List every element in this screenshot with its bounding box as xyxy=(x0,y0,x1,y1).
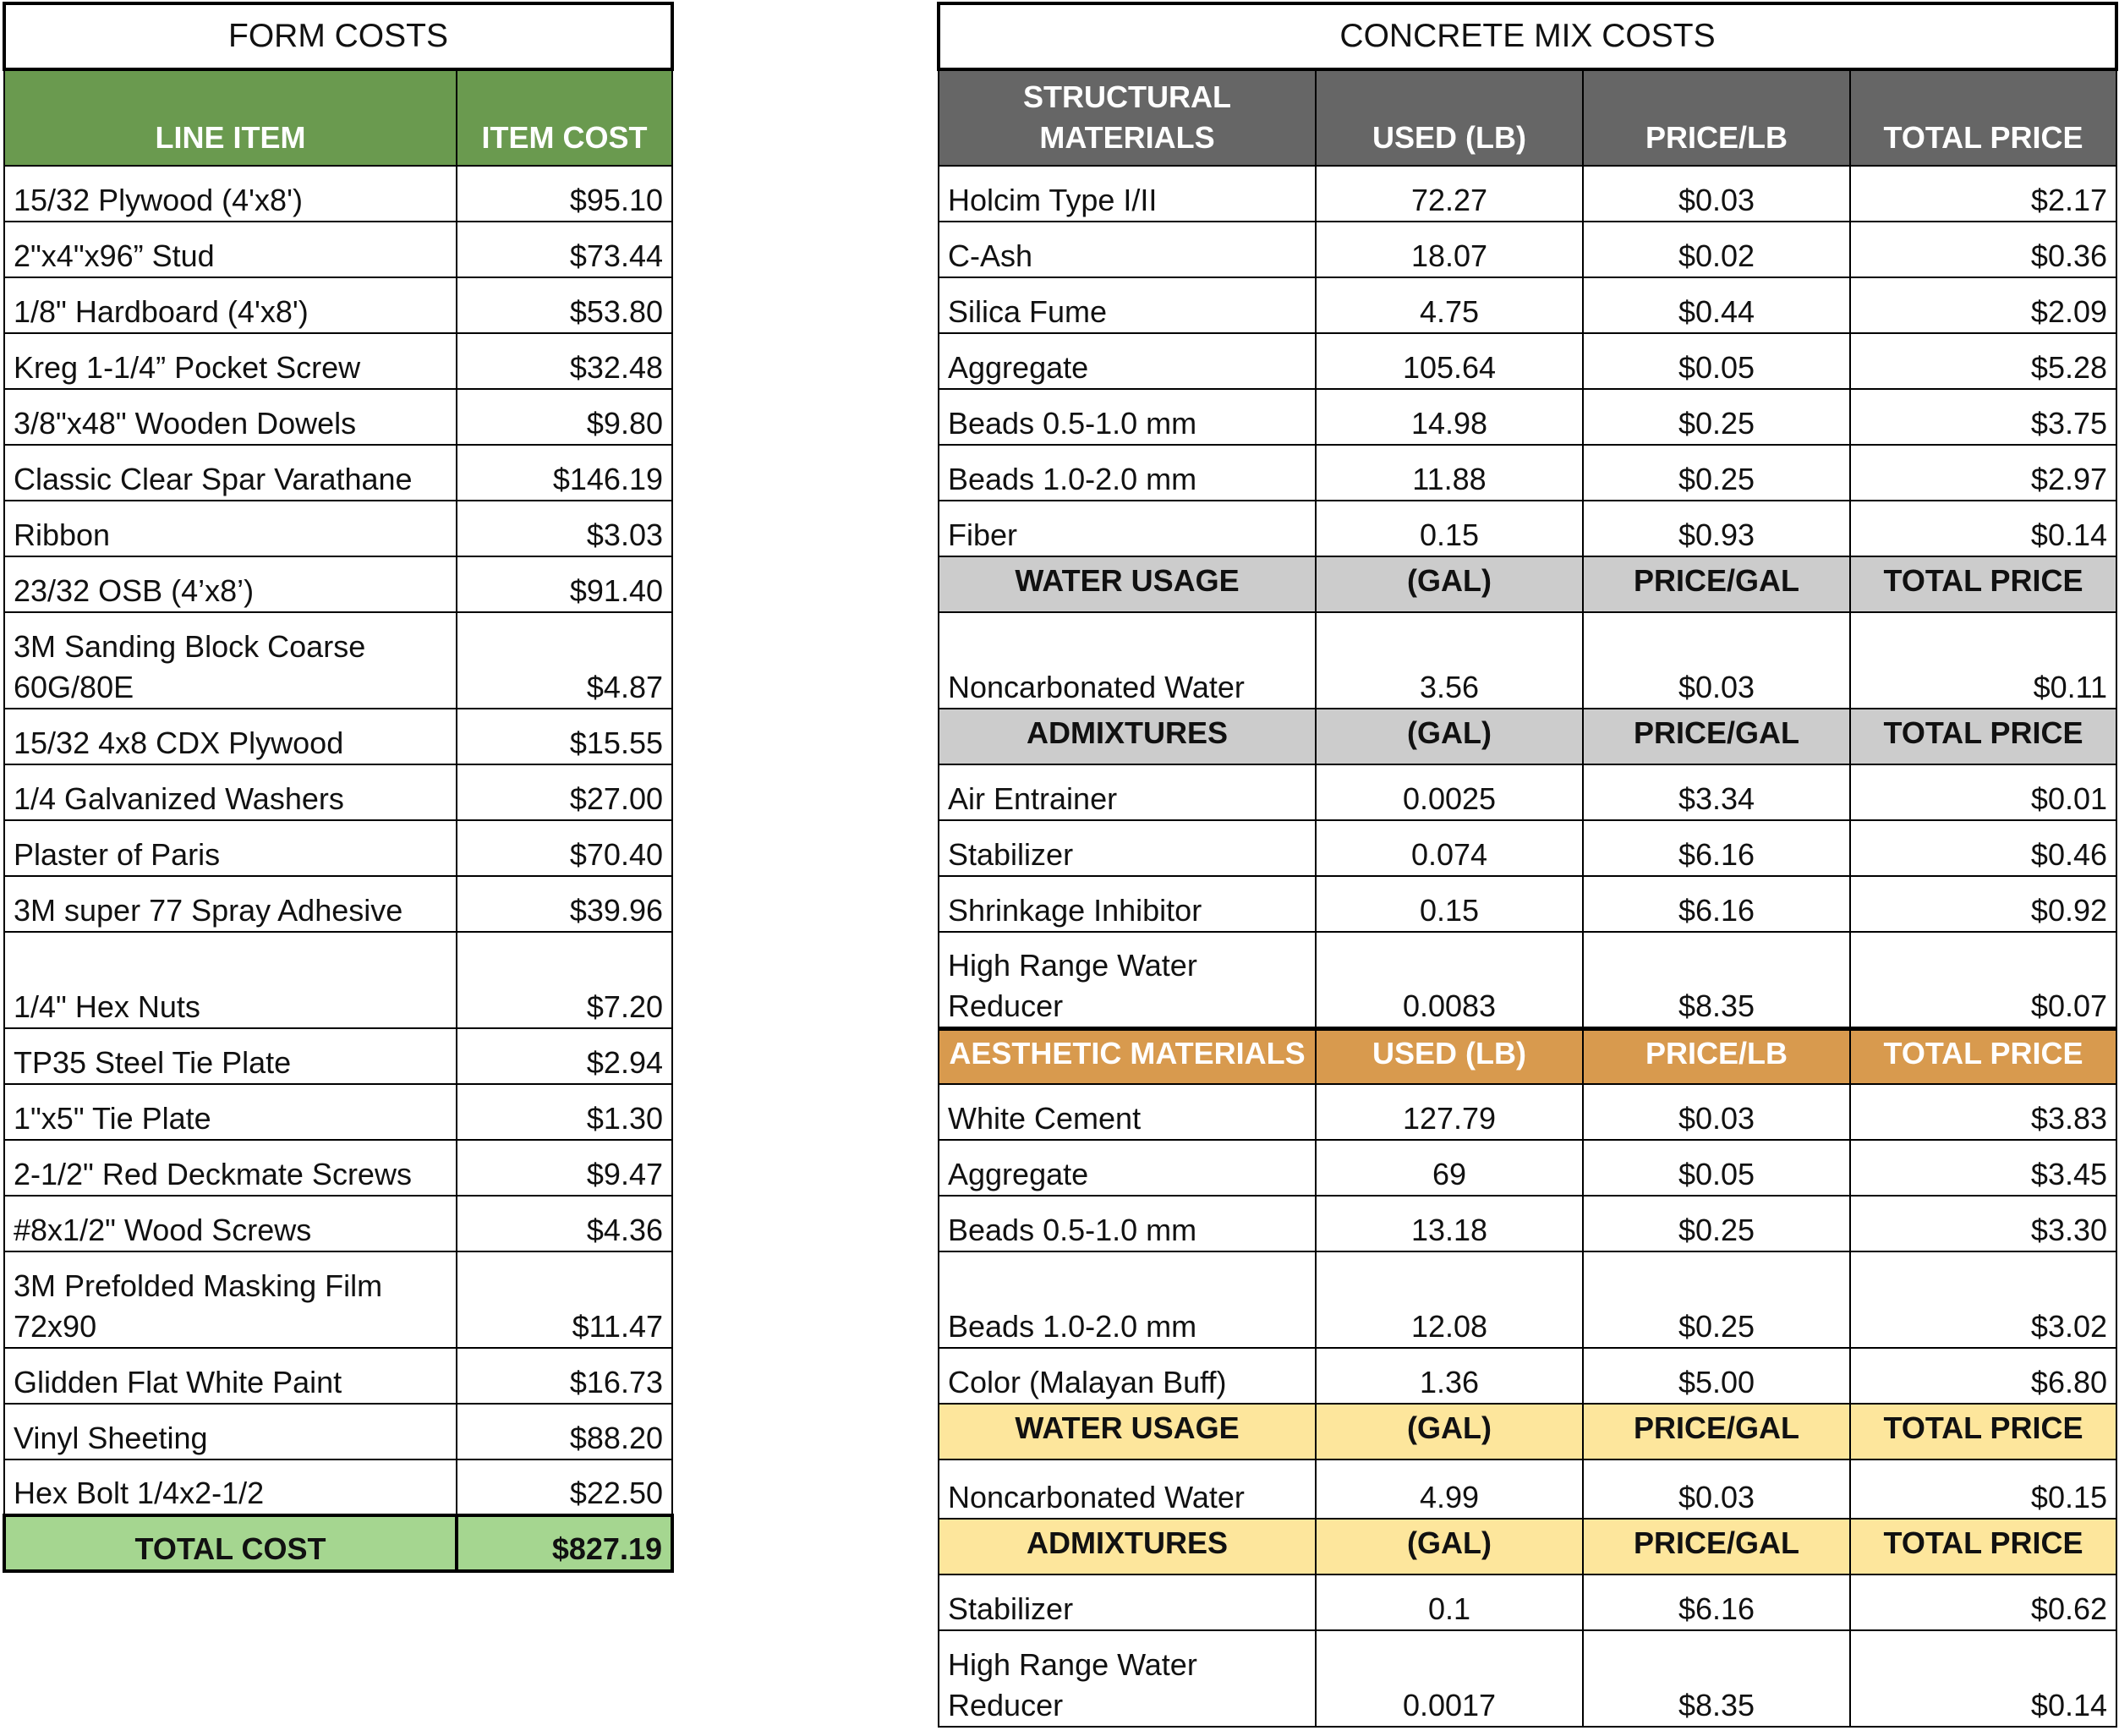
used-value: 11.88 xyxy=(1316,445,1583,501)
form-cost: $53.80 xyxy=(457,277,672,333)
gal-header: (GAL) xyxy=(1316,556,1583,612)
form-item: Plaster of Paris xyxy=(4,820,457,876)
form-item: Hex Bolt 1/4x2-1/2 xyxy=(4,1459,457,1515)
line-item-header: LINE ITEM xyxy=(4,69,457,166)
used-value: 1.36 xyxy=(1316,1348,1583,1404)
price-value: $0.93 xyxy=(1583,501,1850,556)
form-cost: $22.50 xyxy=(457,1459,672,1515)
total-value: $5.28 xyxy=(1850,333,2116,389)
total-value: $0.36 xyxy=(1850,222,2116,277)
form-item: 3M Prefolded Masking Film 72x90 xyxy=(4,1251,457,1348)
form-cost: $95.10 xyxy=(457,166,672,222)
form-item: 1/4" Hex Nuts xyxy=(4,932,457,1028)
price-value: $0.05 xyxy=(1583,1140,1850,1196)
price-gal-header: PRICE/GAL xyxy=(1583,1404,1850,1459)
used-value: 0.15 xyxy=(1316,876,1583,932)
material-name: Stabilizer xyxy=(939,820,1316,876)
table-row xyxy=(939,1084,2116,1140)
total-value: $0.14 xyxy=(1850,501,2116,556)
used-value: 127.79 xyxy=(1316,1084,1583,1140)
form-item: 1"x5" Tie Plate xyxy=(4,1084,457,1140)
form-item: 15/32 Plywood (4'x8') xyxy=(4,166,457,222)
material-name: C-Ash xyxy=(939,222,1316,277)
form-cost: $9.80 xyxy=(457,389,672,445)
price-value: $6.16 xyxy=(1583,1574,1850,1630)
table-row xyxy=(939,389,2116,445)
total-value: $3.45 xyxy=(1850,1140,2116,1196)
form-cost: $4.36 xyxy=(457,1196,672,1251)
material-name: Beads 0.5-1.0 mm xyxy=(939,1196,1316,1251)
total-value: $0.11 xyxy=(1850,612,2116,709)
price-gal-header: PRICE/GAL xyxy=(1583,556,1850,612)
gal-header: (GAL) xyxy=(1316,1404,1583,1459)
aesthetic-materials-header: AESTHETIC MATERIALS xyxy=(939,1028,1316,1084)
admixtures-header: ADMIXTURES xyxy=(939,709,1316,764)
form-item: 1/4 Galvanized Washers xyxy=(4,764,457,820)
total-price-header: TOTAL PRICE xyxy=(1850,1404,2116,1459)
form-cost: $27.00 xyxy=(457,764,672,820)
price-value: $6.16 xyxy=(1583,820,1850,876)
form-cost: $70.40 xyxy=(457,820,672,876)
used-lb-header: USED (LB) xyxy=(1316,69,1583,166)
total-value: $2.97 xyxy=(1850,445,2116,501)
form-cost: $16.73 xyxy=(457,1348,672,1404)
price-value: $0.25 xyxy=(1583,1251,1850,1348)
total-price-header: TOTAL PRICE xyxy=(1850,709,2116,764)
total-value: $3.83 xyxy=(1850,1084,2116,1140)
form-cost: $88.20 xyxy=(457,1404,672,1459)
material-name: Stabilizer xyxy=(939,1574,1316,1630)
price-value: $0.25 xyxy=(1583,389,1850,445)
form-cost: $39.96 xyxy=(457,876,672,932)
form-item: #8x1/2" Wood Screws xyxy=(4,1196,457,1251)
material-name: Beads 1.0-2.0 mm xyxy=(939,445,1316,501)
form-cost: $73.44 xyxy=(457,222,672,277)
used-value: 0.1 xyxy=(1316,1574,1583,1630)
used-lb-header: USED (LB) xyxy=(1316,1028,1583,1084)
table-row xyxy=(939,1630,2116,1727)
material-name: Aggregate xyxy=(939,333,1316,389)
price-value: $0.02 xyxy=(1583,222,1850,277)
price-value: $0.44 xyxy=(1583,277,1850,333)
price-value: $5.00 xyxy=(1583,1348,1850,1404)
table-row xyxy=(939,1459,2116,1519)
price-lb-header: PRICE/LB xyxy=(1583,69,1850,166)
concrete-mix-title: CONCRETE MIX COSTS xyxy=(939,3,2116,69)
total-price-header: TOTAL PRICE xyxy=(1850,1519,2116,1574)
item-cost-header: ITEM COST xyxy=(457,69,672,166)
table-row xyxy=(939,222,2116,277)
form-cost: $11.47 xyxy=(457,1251,672,1348)
form-item: 3M Sanding Block Coarse 60G/80E xyxy=(4,612,457,709)
material-name: High Range Water Reducer xyxy=(939,1630,1316,1727)
structural-materials-header: STRUCTURAL MATERIALS xyxy=(939,69,1316,166)
price-value: $6.16 xyxy=(1583,876,1850,932)
used-value: 3.56 xyxy=(1316,612,1583,709)
form-cost: $4.87 xyxy=(457,612,672,709)
price-lb-header: PRICE/LB xyxy=(1583,1028,1850,1084)
used-value: 14.98 xyxy=(1316,389,1583,445)
total-value: $2.17 xyxy=(1850,166,2116,222)
price-value: $0.25 xyxy=(1583,1196,1850,1251)
form-item: Vinyl Sheeting xyxy=(4,1404,457,1459)
form-costs-title: FORM COSTS xyxy=(4,3,672,69)
table-row xyxy=(939,932,2116,1028)
form-cost: $3.03 xyxy=(457,501,672,556)
total-value: $0.62 xyxy=(1850,1574,2116,1630)
material-name: Shrinkage Inhibitor xyxy=(939,876,1316,932)
form-item: Ribbon xyxy=(4,501,457,556)
price-value: $8.35 xyxy=(1583,1630,1850,1727)
price-value: $8.35 xyxy=(1583,932,1850,1028)
used-value: 0.074 xyxy=(1316,820,1583,876)
table-row xyxy=(939,876,2116,932)
form-cost: $2.94 xyxy=(457,1028,672,1084)
used-value: 12.08 xyxy=(1316,1251,1583,1348)
form-cost: $7.20 xyxy=(457,932,672,1028)
material-name: Color (Malayan Buff) xyxy=(939,1348,1316,1404)
material-name: White Cement xyxy=(939,1084,1316,1140)
form-item: 23/32 OSB (4’x8’) xyxy=(4,556,457,612)
form-item: Glidden Flat White Paint xyxy=(4,1348,457,1404)
table-row xyxy=(939,1574,2116,1630)
form-cost: $32.48 xyxy=(457,333,672,389)
material-name: Fiber xyxy=(939,501,1316,556)
total-price-header: TOTAL PRICE xyxy=(1850,69,2116,166)
table-row xyxy=(939,612,2116,709)
material-name: Air Entrainer xyxy=(939,764,1316,820)
table-row xyxy=(939,333,2116,389)
form-cost: $9.47 xyxy=(457,1140,672,1196)
form-cost: $91.40 xyxy=(457,556,672,612)
used-value: 13.18 xyxy=(1316,1196,1583,1251)
table-row xyxy=(939,501,2116,556)
form-item: 15/32 4x8 CDX Plywood xyxy=(4,709,457,764)
form-item: 3M super 77 Spray Adhesive xyxy=(4,876,457,932)
price-value: $0.03 xyxy=(1583,166,1850,222)
price-value: $0.03 xyxy=(1583,1459,1850,1519)
used-value: 0.0025 xyxy=(1316,764,1583,820)
table-row xyxy=(939,1196,2116,1251)
form-cost: $1.30 xyxy=(457,1084,672,1140)
total-price-header: TOTAL PRICE xyxy=(1850,1028,2116,1084)
price-value: $0.05 xyxy=(1583,333,1850,389)
total-value: $0.14 xyxy=(1850,1630,2116,1727)
total-value: $6.80 xyxy=(1850,1348,2116,1404)
total-cost-label: TOTAL COST xyxy=(4,1515,457,1571)
total-value: $0.15 xyxy=(1850,1459,2116,1519)
used-value: 4.99 xyxy=(1316,1459,1583,1519)
form-item: 2-1/2" Red Deckmate Screws xyxy=(4,1140,457,1196)
total-value: $3.02 xyxy=(1850,1251,2116,1348)
price-gal-header: PRICE/GAL xyxy=(1583,709,1850,764)
form-costs-table xyxy=(3,2,674,1573)
gal-header: (GAL) xyxy=(1316,1519,1583,1574)
price-value: $0.25 xyxy=(1583,445,1850,501)
material-name: Beads 1.0-2.0 mm xyxy=(939,1251,1316,1348)
form-item: 2"x4"x96” Stud xyxy=(4,222,457,277)
used-value: 0.0083 xyxy=(1316,932,1583,1028)
table-row xyxy=(939,445,2116,501)
table-row xyxy=(939,1140,2116,1196)
material-name: Beads 0.5-1.0 mm xyxy=(939,389,1316,445)
form-item: 1/8" Hardboard (4'x8') xyxy=(4,277,457,333)
used-value: 0.15 xyxy=(1316,501,1583,556)
total-value: $3.30 xyxy=(1850,1196,2116,1251)
form-cost: $15.55 xyxy=(457,709,672,764)
admixtures-header: ADMIXTURES xyxy=(939,1519,1316,1574)
table-row xyxy=(939,764,2116,820)
price-gal-header: PRICE/GAL xyxy=(1583,1519,1850,1574)
water-usage-header: WATER USAGE xyxy=(939,556,1316,612)
table-row xyxy=(939,1251,2116,1348)
total-cost-value: $827.19 xyxy=(457,1515,672,1571)
material-name: Noncarbonated Water xyxy=(939,612,1316,709)
used-value: 105.64 xyxy=(1316,333,1583,389)
form-item: Kreg 1-1/4” Pocket Screw xyxy=(4,333,457,389)
total-value: $0.01 xyxy=(1850,764,2116,820)
total-value: $0.07 xyxy=(1850,932,2116,1028)
table-row xyxy=(939,166,2116,222)
material-name: Silica Fume xyxy=(939,277,1316,333)
material-name: Noncarbonated Water xyxy=(939,1459,1316,1519)
material-name: Aggregate xyxy=(939,1140,1316,1196)
table-row xyxy=(939,820,2116,876)
concrete-mix-costs-table xyxy=(937,2,2118,1728)
price-value: $0.03 xyxy=(1583,1084,1850,1140)
price-value: $3.34 xyxy=(1583,764,1850,820)
price-value: $0.03 xyxy=(1583,612,1850,709)
form-item: Classic Clear Spar Varathane xyxy=(4,445,457,501)
total-value: $2.09 xyxy=(1850,277,2116,333)
form-item: 3/8"x48" Wooden Dowels xyxy=(4,389,457,445)
material-name: High Range Water Reducer xyxy=(939,932,1316,1028)
used-value: 0.0017 xyxy=(1316,1630,1583,1727)
total-value: $3.75 xyxy=(1850,389,2116,445)
table-row xyxy=(939,277,2116,333)
used-value: 72.27 xyxy=(1316,166,1583,222)
water-usage-header: WATER USAGE xyxy=(939,1404,1316,1459)
total-value: $0.46 xyxy=(1850,820,2116,876)
form-cost: $146.19 xyxy=(457,445,672,501)
form-item: TP35 Steel Tie Plate xyxy=(4,1028,457,1084)
material-name: Holcim Type I/II xyxy=(939,166,1316,222)
used-value: 4.75 xyxy=(1316,277,1583,333)
gal-header: (GAL) xyxy=(1316,709,1583,764)
table-row xyxy=(939,1348,2116,1404)
total-value: $0.92 xyxy=(1850,876,2116,932)
used-value: 18.07 xyxy=(1316,222,1583,277)
total-price-header: TOTAL PRICE xyxy=(1850,556,2116,612)
used-value: 69 xyxy=(1316,1140,1583,1196)
